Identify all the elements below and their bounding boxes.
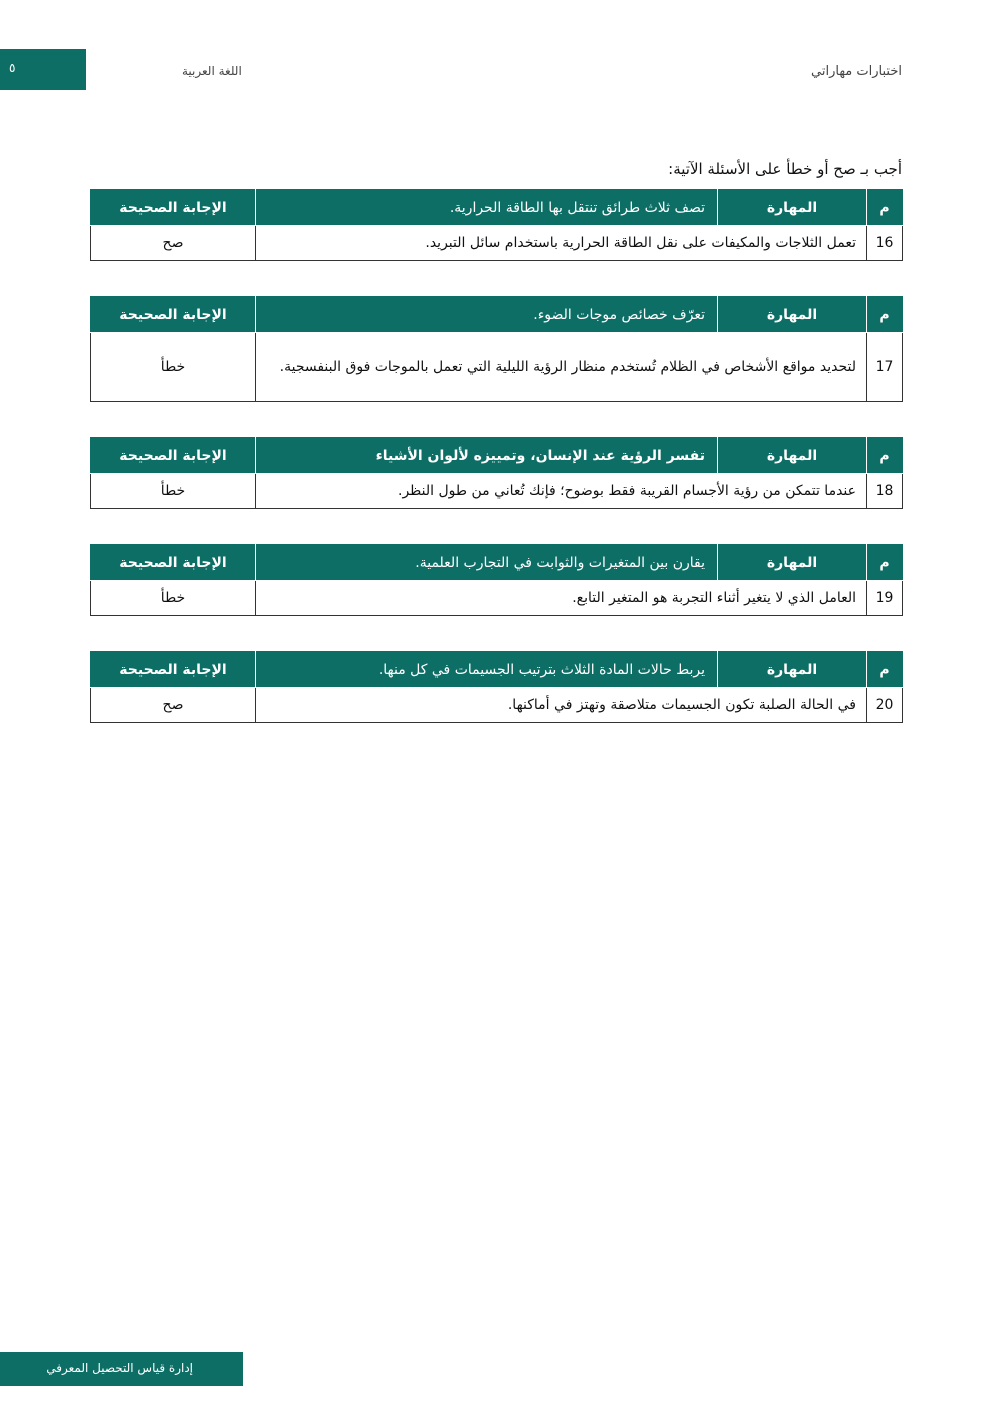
num-header: م (867, 652, 903, 688)
answer-header: الإجابة الصحيحة (91, 297, 256, 333)
question-row (91, 226, 903, 261)
question-row (91, 688, 903, 723)
answer-header: الإجابة الصحيحة (91, 652, 256, 688)
question-table (90, 296, 903, 402)
question-number: 16 (867, 226, 903, 261)
skill-header: المهارة (718, 438, 867, 474)
skill-text: يربط حالات المادة الثلاث بترتيب الجسيمات في كل منها. (256, 652, 718, 688)
question-statement: تعمل الثلاجات والمكيفات على نقل الطاقة الحرارية باستخدام سائل التبريد. (256, 226, 867, 261)
question-table (90, 651, 903, 723)
num-header: م (867, 297, 903, 333)
skill-header: المهارة (718, 190, 867, 226)
skill-header: المهارة (718, 652, 867, 688)
skill-header: المهارة (718, 545, 867, 581)
page-number-badge (0, 49, 86, 90)
question-table (90, 544, 903, 616)
skill-header: المهارة (718, 297, 867, 333)
question-number: 18 (867, 474, 903, 509)
question-number: 19 (867, 581, 903, 616)
question-table (90, 437, 903, 509)
header-title: اختبارات مهاراتي (811, 64, 902, 79)
question-statement: عندما تتمكن من رؤية الأجسام القريبة فقط بوضوح؛ فإنك تُعاني من طول النظر. (256, 474, 867, 509)
skill-text: تعرّف خصائص موجات الضوء. (256, 297, 718, 333)
num-header: م (867, 438, 903, 474)
correct-answer: صح (91, 226, 256, 261)
skill-text: تفسر الرؤية عند الإنسان، وتمييزه لألوان الأشياء (256, 438, 718, 474)
instruction-text: أجب بـ صح أو خطأ على الأسئلة الآتية: (668, 160, 902, 178)
correct-answer: صح (91, 688, 256, 723)
header-subject: اللغة العربية (182, 64, 242, 78)
page-number: ٥ (9, 61, 16, 75)
question-header-row (91, 297, 903, 333)
question-header-row (91, 652, 903, 688)
question-number: 17 (867, 333, 903, 402)
question-row (91, 474, 903, 509)
question-header-row (91, 190, 903, 226)
question-table (90, 189, 903, 261)
footer-department: إدارة قياس التحصيل المعرفي (0, 1352, 243, 1386)
question-row (91, 333, 903, 402)
question-header-row (91, 545, 903, 581)
question-header-row (91, 438, 903, 474)
question-statement: لتحديد مواقع الأشخاص في الظلام تُستخدم منظار الرؤية الليلية التي تعمل بالموجات فوق البنفسجية. (256, 333, 867, 402)
correct-answer: خطأ (91, 581, 256, 616)
answer-header: الإجابة الصحيحة (91, 545, 256, 581)
num-header: م (867, 190, 903, 226)
question-statement: في الحالة الصلبة تكون الجسيمات متلاصقة وتهتز في أماكنها. (256, 688, 867, 723)
skill-text: تصف ثلاث طرائق تنتقل بها الطاقة الحرارية. (256, 190, 718, 226)
skill-text: يقارن بين المتغيرات والثوابت في التجارب العلمية. (256, 545, 718, 581)
question-statement: العامل الذي لا يتغير أثناء التجربة هو المتغير التابع. (256, 581, 867, 616)
answer-header: الإجابة الصحيحة (91, 190, 256, 226)
correct-answer: خطأ (91, 474, 256, 509)
num-header: م (867, 545, 903, 581)
answer-header: الإجابة الصحيحة (91, 438, 256, 474)
correct-answer: خطأ (91, 333, 256, 402)
question-number: 20 (867, 688, 903, 723)
question-row (91, 581, 903, 616)
